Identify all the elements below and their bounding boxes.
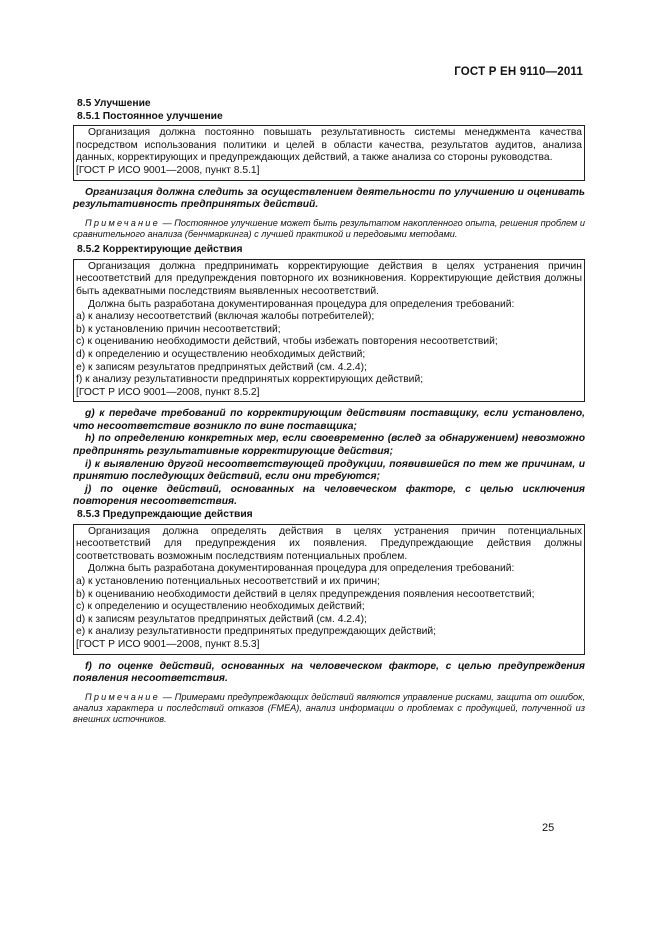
additional-item: j) по оценке действий, основанных на человеческом факторе, с целью исключения повторения несоответствия. <box>73 483 585 508</box>
list-item: f) к анализу результативности предпринятых корректирующих действий; <box>76 374 424 386</box>
quoted-requirement-box-8-5-1 <box>73 125 585 180</box>
box-lead: Должна быть разработана документированная процедура для определения требований: <box>88 298 515 310</box>
note-label: Примечание <box>85 217 160 228</box>
section-8-5-2-heading: 8.5.2 Корректирующие действия <box>77 244 243 256</box>
box-paragraph: Организация должна определять действия в целях устранения причин потенциальных несоответствий для предупреждения их появления. Предупреждающие действия должны соответствовать возможным последствиям потенциальных проблем. <box>76 525 582 562</box>
quoted-requirement-box-8-5-3 <box>73 524 585 655</box>
document-code: ГОСТ Р ЕН 9110—2011 <box>454 66 583 78</box>
additional-item: g) к передаче требований по корректирующим действиям поставщику, если установлено, что несоответствие возникло по вине поставщика; <box>73 408 585 432</box>
note-text: — Постоянное улучшение может быть результатом накопленного опыта, решения проблем и сравнительного анализа (бенчмаркинга) с лучшей практикой и передовыми методами. <box>73 217 585 239</box>
list-item: a) к установлению потенциальных несоответствий и их причин; <box>76 576 380 587</box>
list-item: e) к анализу результативности предпринятых предупреждающих действий; <box>76 626 437 638</box>
list-item: c) к оцениванию необходимости действий, чтобы избежать повторения несоответствий; <box>76 336 498 348</box>
section-8-5-3-heading: 8.5.3 Предупреждающие действия <box>77 509 253 521</box>
box-lead: Должна быть разработана документированная процедура для определения требований: <box>88 563 515 575</box>
section-8-5-1-heading: 8.5.1 Постоянное улучшение <box>77 110 223 122</box>
list-item: e) к записям результатов предпринятых действий (см. 4.2.4); <box>76 361 367 373</box>
box-reference: [ГОСТ Р ИСО 9001—2008, пункт 8.5.3] <box>76 638 260 650</box>
box-paragraph: Организация должна предпринимать корректирующие действия в целях устранения причин несоответствий для предупреждения повторного их возникновения. Корректирующие действия должны быть адекватными последствиям выявленных несоответствий. <box>76 260 582 297</box>
note <box>73 218 585 240</box>
list-item: c) к определению и осуществлению необходимых действий; <box>76 601 365 613</box>
additional-item: i) к выявлению другой несоответствующей продукции, появившейся по тем же причинам, и принятию последующих действий, если они требуются; <box>73 458 585 483</box>
quoted-requirement-box-8-5-2 <box>73 259 585 403</box>
note <box>73 692 585 726</box>
box-reference: [ГОСТ Р ИСО 9001—2008, пункт 8.5.1] <box>76 164 260 176</box>
list-item: d) к определению и осуществлению необходимых действий; <box>76 348 366 360</box>
section-8-5-heading: 8.5 Улучшение <box>77 98 151 109</box>
note-text: — Примерами предупреждающих действий являются управление рисками, защита от ошибок, анализ характера и последствий отказов (FMEA), анализ информации о проблемах с продукцией, полученной из внешних источников. <box>73 691 585 725</box>
box-reference: [ГОСТ Р ИСО 9001—2008, пункт 8.5.2] <box>76 386 260 398</box>
list-item: a) к анализу несоответствий (включая жалобы потребителей); <box>76 311 375 323</box>
additional-item: h) по определению конкретных мер, если своевременно (вслед за обнаружением) невозможно предпринять результативные корректирующие действия; <box>73 433 585 458</box>
list-item: d) к записям результатов предпринятых действий (см. 4.2.4); <box>76 613 367 625</box>
box-paragraph: Организация должна постоянно повышать результативность системы менеджмента качества посредством использования политики и целей в области качества, результатов аудитов, анализа данных, корректирующих и предупреждающих действий, а также анализа со стороны руководства. <box>76 127 582 164</box>
list-item: b) к установлению причин несоответствий; <box>76 323 281 335</box>
additional-requirement: Организация должна следить за осуществлением деятельности по улучшению и оценивать результативность предпринятых действий. <box>73 186 585 211</box>
list-item: b) к оцениванию необходимости действий в целях предупреждения появления несоответствий; <box>76 588 535 600</box>
page-number: 25 <box>542 822 555 834</box>
note-label: Примечание <box>85 691 160 702</box>
additional-item: f) по оценке действий, основанных на человеческом факторе, с целью предупреждения появления несоответствия. <box>73 660 585 685</box>
page-content <box>73 98 585 729</box>
